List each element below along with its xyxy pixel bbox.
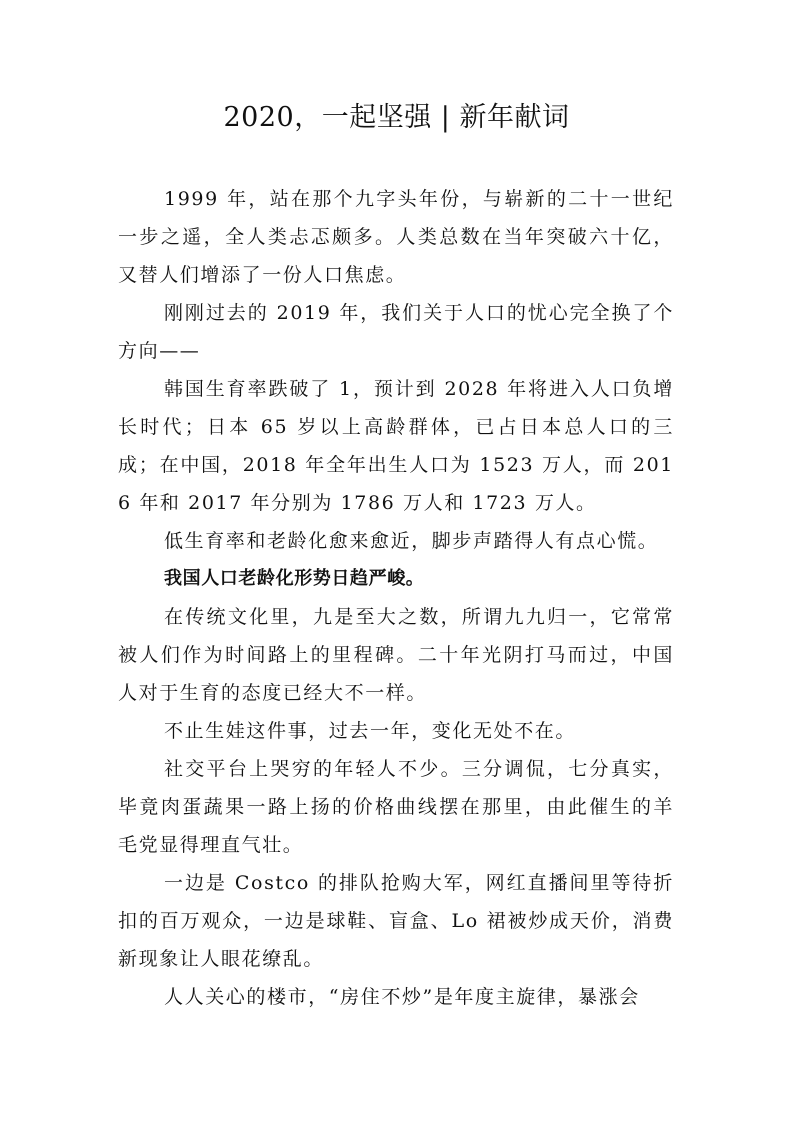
paragraph-low-fertility: 低生育率和老龄化愈来愈近，脚步声踏得人有点心慌。 [164, 530, 659, 552]
page-title: 2020，一起坚强 | 新年献词 [223, 102, 570, 133]
paragraph-birth-statistics: 韩国生育率跌破了 1，预计到 2028 年将进入人口负增长时代；日本 65 岁以上高龄群体，已占日本总人口的三成；在中国，2018 年全年出生人口为 1523 万人，而 2016 年和 2017 年分别为 1786 万人和 1723 万人。 [118, 378, 674, 514]
paragraph-tradition: 在传统文化里，九是至大之数，所谓九九归一，它常常被人们作为时间路上的里程碑。二十年光阴打马而过，中国人对于生育的态度已经大不一样。 [118, 606, 674, 704]
paragraph-1999-population: 1999 年，站在那个九字头年份，与崭新的二十一世纪一步之遥，全人类忐忑颇多。人类总数在当年突破六十亿，又替人们增添了一份人口焦虑。 [118, 188, 674, 286]
paragraph-housing: 人人关心的楼市，“房住不炒”是年度主旋律，暴涨会 [164, 986, 640, 1008]
paragraph-aging-highlight: 我国人口老龄化形势日趋严峻。 [164, 568, 425, 589]
paragraph-young-people: 社交平台上哭穷的年轻人不少。三分调侃，七分真实，毕竟肉蛋蔬果一路上扬的价格曲线摆在那里，由此催生的羊毛党显得理直气壮。 [118, 758, 674, 856]
paragraph-2019-direction: 刚刚过去的 2019 年，我们关于人口的忧心完全换了个方向—— [118, 302, 674, 362]
paragraph-change-everywhere: 不止生娃这件事，过去一年，变化无处不在。 [164, 720, 577, 742]
paragraph-consumption: 一边是 Costco 的排队抢购大军，网红直播间里等待折扣的百万观众，一边是球鞋、盲盒、Lo 裙被炒成天价，消费新现象让人眼花缭乱。 [118, 872, 674, 970]
article-body [118, 180, 674, 1016]
